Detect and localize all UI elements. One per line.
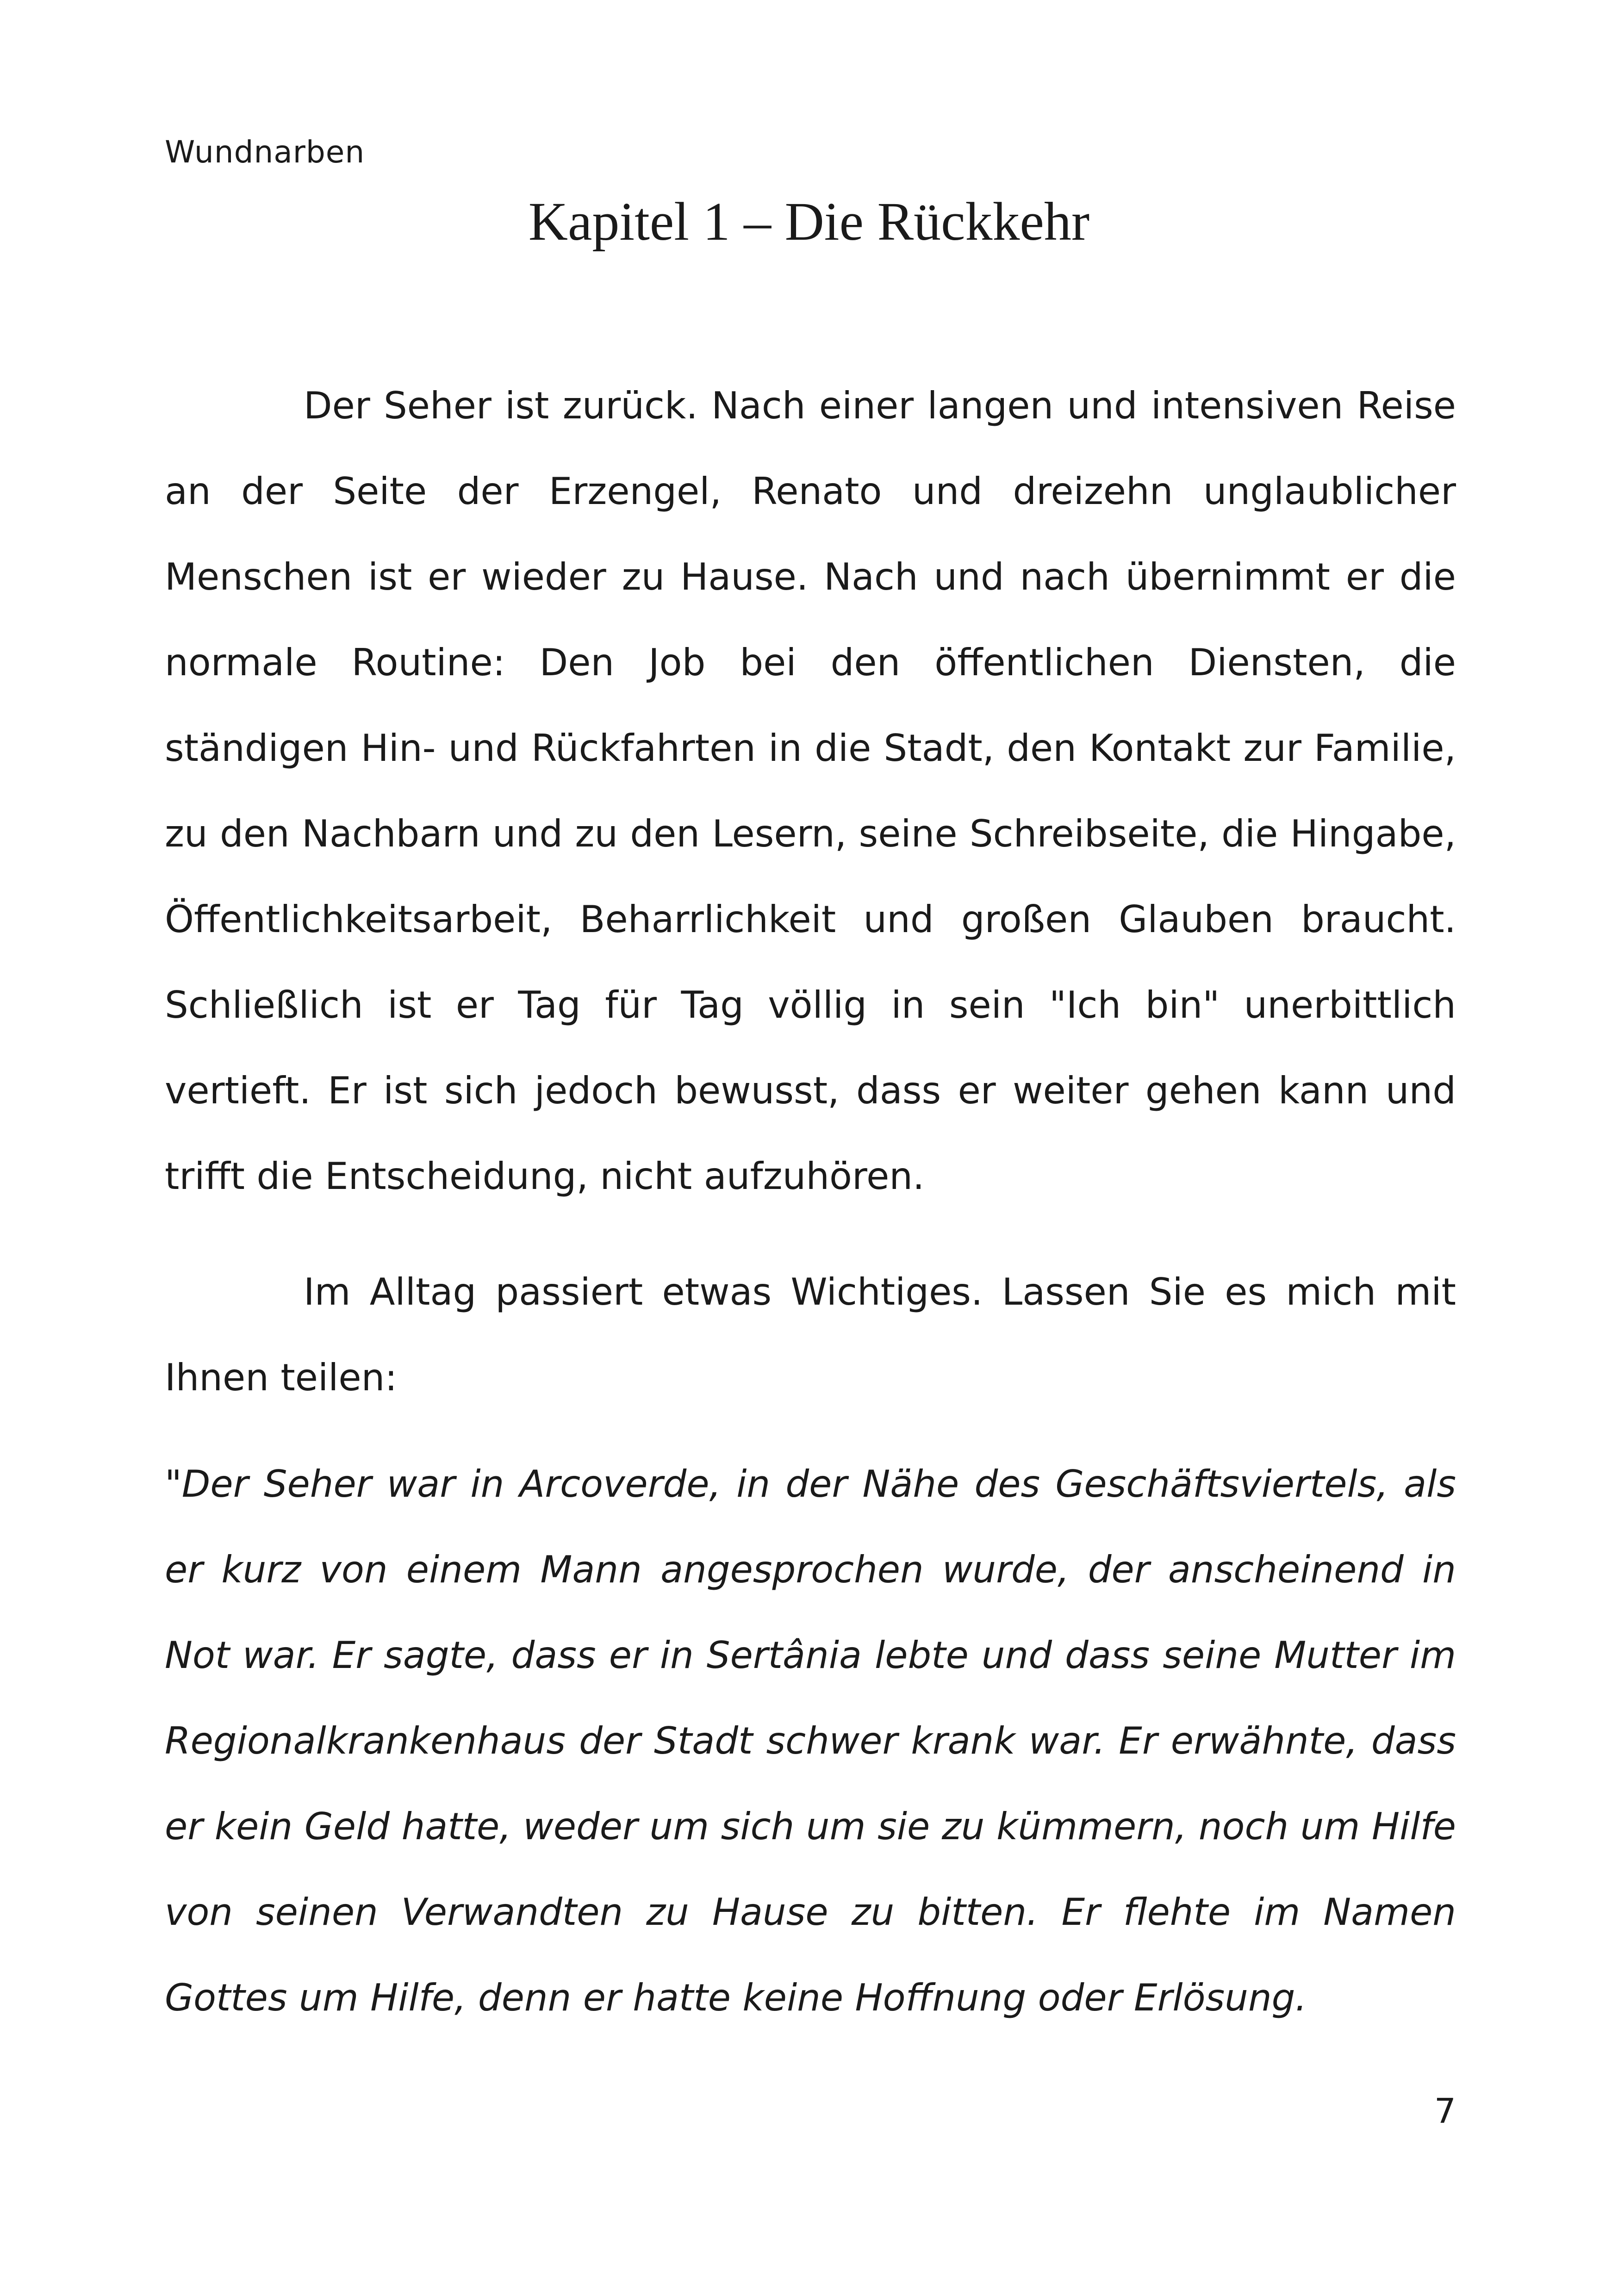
paragraph: Im Alltag passiert etwas Wichtiges. Lassen Sie es mich mit Ihnen teilen: xyxy=(165,1270,1456,1399)
quoted-passage: "Der Seher war in Arcoverde, in der Nähe des Geschäftsviertels, als er kurz von einem Mann angesprochen wurde, der anscheinend in Not war. Er sagte, dass er in Sertânia lebte und dass seine Mutter im Regionalkrankenhaus der Stadt schwer krank war. Er erwähnte, dass er kein Geld hatte, weder um sich um sie zu kümmern, noch um Hilfe von seinen Verwandten zu Hause zu bitten. Er flehte im Namen Gottes um Hilfe, denn er hatte keine Hoffnung oder Erlösung. xyxy=(165,1462,1456,2019)
chapter-title: Kapitel 1 – Die Rückkehr xyxy=(528,191,1090,252)
running-header: Wundnarben xyxy=(165,134,365,170)
paragraph: Der Seher ist zurück. Nach einer langen und intensiven Reise an der Seite der Erzengel, Renato und dreizehn unglaublicher Menschen ist er wieder zu Hause. Nach und nach übernimmt er die normale Routine: Den Job bei den öffentlichen Diensten, die ständigen Hin- und Rückfahrten in die Stadt, den Kontakt zur Familie, zu den Nachbarn und zu den Lesern, seine Schreibseite, die Hingabe, Öffentlichkeitsarbeit, Beharrlichkeit und großen Glauben braucht. Schließlich ist er Tag für Tag völlig in sein "Ich bin" unerbittlich vertieft. Er ist sich jedoch bewusst, dass er weiter gehen kann und trifft die Entscheidung, nicht aufzuhören. xyxy=(165,384,1456,1198)
page-number: 7 xyxy=(1434,2091,1456,2131)
body-text xyxy=(165,363,1456,2041)
